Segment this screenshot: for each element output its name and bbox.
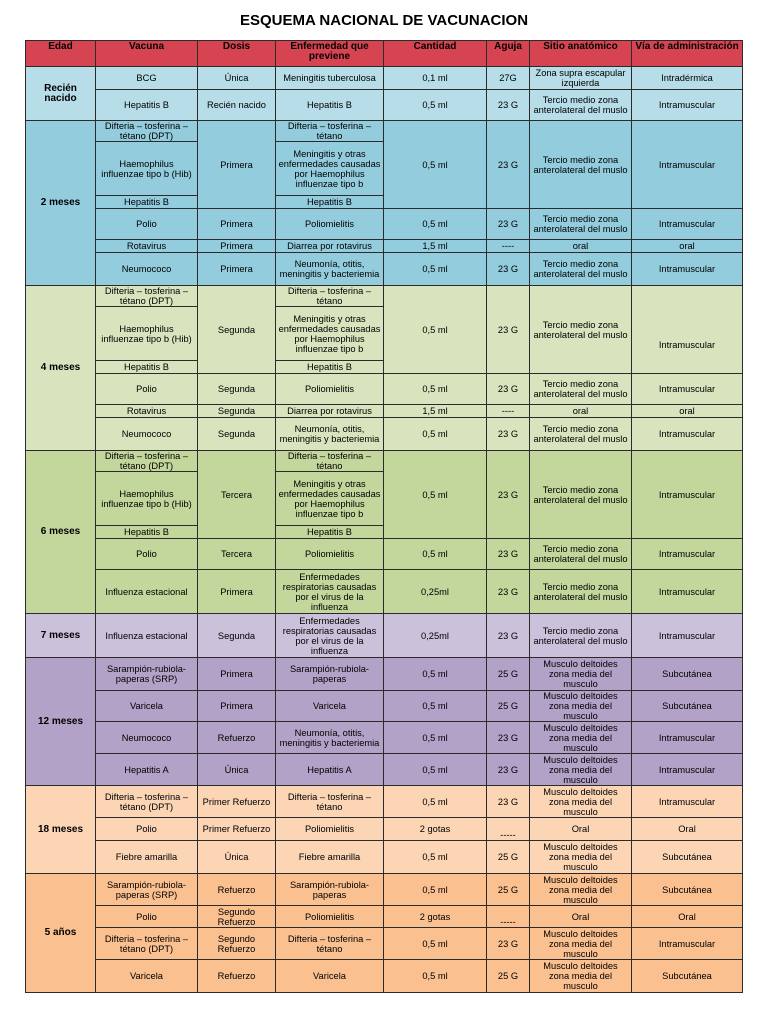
- vaccine-cell: Neumococo: [96, 722, 198, 754]
- site-cell: Musculo deltoides zona media del musculo: [530, 691, 632, 722]
- route-cell: Intramuscular: [632, 209, 743, 240]
- disease-cell: Difteria – tosferina – tétano: [276, 451, 384, 472]
- dose-cell: Tercera: [198, 539, 276, 570]
- age-cell: 5 años: [26, 874, 96, 993]
- disease-cell: Hepatitis B: [276, 526, 384, 539]
- site-cell: Musculo deltoides zona media del musculo: [530, 874, 632, 906]
- disease-cell: Diarrea por rotavirus: [276, 240, 384, 253]
- vaccine-cell: Neumococo: [96, 418, 198, 451]
- disease-cell: Difteria – tosferina – tétano: [276, 928, 384, 960]
- route-cell: Intramuscular: [632, 121, 743, 209]
- site-cell: Tercio medio zona anterolateral del muslo: [530, 539, 632, 570]
- dose-cell: Segundo Refuerzo: [198, 928, 276, 960]
- quantity-cell: 0,5 ml: [384, 754, 487, 786]
- site-cell: Tercio medio zona anterolateral del muslo: [530, 570, 632, 614]
- vaccine-cell: Varicela: [96, 960, 198, 993]
- dose-cell: Segundo Refuerzo: [198, 906, 276, 928]
- needle-cell: -----: [487, 906, 530, 928]
- table-row: [26, 874, 743, 906]
- age-cell: 18 meses: [26, 786, 96, 874]
- header-via: Vía de administración: [632, 41, 743, 67]
- table-row: [26, 67, 743, 90]
- quantity-cell: 0,5 ml: [384, 841, 487, 874]
- quantity-cell: 0,5 ml: [384, 253, 487, 286]
- route-cell: Intramuscular: [632, 90, 743, 121]
- needle-cell: 23 G: [487, 722, 530, 754]
- route-cell: oral: [632, 405, 743, 418]
- header-cantidad: Cantidad: [384, 41, 487, 67]
- route-cell: Intramuscular: [632, 418, 743, 451]
- site-cell: Oral: [530, 818, 632, 841]
- needle-cell: 25 G: [487, 691, 530, 722]
- table-row: [26, 818, 743, 841]
- route-cell: Subcutánea: [632, 658, 743, 691]
- page-title: ESQUEMA NACIONAL DE VACUNACION: [239, 12, 529, 29]
- disease-cell: Enfermedades respiratorias causadas por el virus de la influenza: [276, 614, 384, 658]
- site-cell: Oral: [530, 906, 632, 928]
- quantity-cell: 0,5 ml: [384, 418, 487, 451]
- dose-cell: Primera: [198, 691, 276, 722]
- dose-cell: Primera: [198, 253, 276, 286]
- needle-cell: 23 G: [487, 754, 530, 786]
- vaccine-cell: Difteria – tosferina – tétano (DPT): [96, 928, 198, 960]
- header-edad: Edad: [26, 41, 96, 67]
- vaccine-cell: Haemophilus influenzae tipo b (Hib): [96, 142, 198, 196]
- disease-cell: Meningitis tuberculosa: [276, 67, 384, 90]
- disease-cell: Difteria – tosferina – tétano: [276, 786, 384, 818]
- needle-cell: 25 G: [487, 658, 530, 691]
- dose-cell: Refuerzo: [198, 722, 276, 754]
- dose-cell: Segunda: [198, 614, 276, 658]
- table-row: [26, 722, 743, 754]
- vaccine-cell: Polio: [96, 906, 198, 928]
- table-row: [26, 253, 743, 286]
- route-cell: Intramuscular: [632, 754, 743, 786]
- table-row: [26, 960, 743, 993]
- site-cell: oral: [530, 405, 632, 418]
- vaccine-cell: Varicela: [96, 691, 198, 722]
- dose-cell: Segunda: [198, 286, 276, 374]
- disease-cell: Meningitis y otras enfermedades causadas por Haemophilus influenzae tipo b: [276, 307, 384, 361]
- dose-cell: Primera: [198, 121, 276, 209]
- age-cell: 4 meses: [26, 286, 96, 451]
- quantity-cell: 2 gotas: [384, 906, 487, 928]
- quantity-cell: 0,5 ml: [384, 90, 487, 121]
- disease-cell: Neumonía, otitis, meningitis y bacteriemia: [276, 253, 384, 286]
- vaccine-cell: Hepatitis B: [96, 196, 198, 209]
- disease-cell: Difteria – tosferina – tétano: [276, 286, 384, 307]
- quantity-cell: 0,5 ml: [384, 374, 487, 405]
- disease-cell: Varicela: [276, 960, 384, 993]
- vaccine-cell: Sarampión-rubiola-paperas (SRP): [96, 874, 198, 906]
- site-cell: Musculo deltoides zona media del musculo: [530, 658, 632, 691]
- needle-cell: 23 G: [487, 570, 530, 614]
- disease-cell: Poliomielitis: [276, 374, 384, 405]
- vaccine-cell: Difteria – tosferina – tétano (DPT): [96, 786, 198, 818]
- vaccine-cell: Rotavirus: [96, 240, 198, 253]
- table-row: [26, 928, 743, 960]
- disease-cell: Poliomielitis: [276, 539, 384, 570]
- quantity-cell: 1,5 ml: [384, 240, 487, 253]
- table-row: [26, 570, 743, 614]
- age-cell: 7 meses: [26, 614, 96, 658]
- site-cell: Tercio medio zona anterolateral del muslo: [530, 121, 632, 209]
- table-row: [26, 691, 743, 722]
- table-row: [26, 451, 743, 472]
- route-cell: Intramuscular: [632, 928, 743, 960]
- site-cell: Tercio medio zona anterolateral del muslo: [530, 209, 632, 240]
- dose-cell: Primer Refuerzo: [198, 818, 276, 841]
- table-row: [26, 286, 743, 307]
- dose-cell: Única: [198, 841, 276, 874]
- table-row: [26, 209, 743, 240]
- disease-cell: Meningitis y otras enfermedades causadas por Haemophilus influenzae tipo b: [276, 142, 384, 196]
- table-row: [26, 121, 743, 142]
- quantity-cell: 2 gotas: [384, 818, 487, 841]
- dose-cell: Primera: [198, 209, 276, 240]
- dose-cell: Primera: [198, 240, 276, 253]
- site-cell: oral: [530, 240, 632, 253]
- vaccine-cell: Sarampión-rubiola-paperas (SRP): [96, 658, 198, 691]
- dose-cell: Única: [198, 754, 276, 786]
- dose-cell: Segunda: [198, 374, 276, 405]
- needle-cell: -----: [487, 818, 530, 841]
- quantity-cell: 1,5 ml: [384, 405, 487, 418]
- route-cell: Intramuscular: [632, 286, 743, 374]
- route-cell: Intramuscular: [632, 539, 743, 570]
- table-row: [26, 539, 743, 570]
- site-cell: Musculo deltoides zona media del musculo: [530, 722, 632, 754]
- disease-cell: Sarampión-rubiola-paperas: [276, 874, 384, 906]
- vaccine-cell: Hepatitis A: [96, 754, 198, 786]
- table-row: [26, 405, 743, 418]
- header-sitio: Sitio anatómico: [530, 41, 632, 67]
- disease-cell: Poliomielitis: [276, 818, 384, 841]
- needle-cell: 25 G: [487, 874, 530, 906]
- vaccine-cell: Hepatitis B: [96, 526, 198, 539]
- vaccine-cell: BCG: [96, 67, 198, 90]
- table-row: [26, 418, 743, 451]
- quantity-cell: 0,5 ml: [384, 786, 487, 818]
- dose-cell: Primera: [198, 658, 276, 691]
- quantity-cell: 0,5 ml: [384, 722, 487, 754]
- quantity-cell: 0,5 ml: [384, 874, 487, 906]
- site-cell: Tercio medio zona anterolateral del muslo: [530, 90, 632, 121]
- route-cell: Subcutánea: [632, 874, 743, 906]
- route-cell: Intramuscular: [632, 374, 743, 405]
- quantity-cell: 0,5 ml: [384, 121, 487, 209]
- site-cell: Tercio medio zona anterolateral del muslo: [530, 418, 632, 451]
- vaccine-cell: Neumococo: [96, 253, 198, 286]
- quantity-cell: 0,5 ml: [384, 928, 487, 960]
- needle-cell: 27G: [487, 67, 530, 90]
- disease-cell: Hepatitis B: [276, 196, 384, 209]
- site-cell: Musculo deltoides zona media del musculo: [530, 928, 632, 960]
- table-row: [26, 240, 743, 253]
- needle-cell: 23 G: [487, 539, 530, 570]
- vaccine-cell: Difteria – tosferina – tétano (DPT): [96, 451, 198, 472]
- needle-cell: 23 G: [487, 451, 530, 539]
- needle-cell: 25 G: [487, 841, 530, 874]
- quantity-cell: 0,5 ml: [384, 286, 487, 374]
- quantity-cell: 0,5 ml: [384, 209, 487, 240]
- disease-cell: Varicela: [276, 691, 384, 722]
- route-cell: Subcutánea: [632, 960, 743, 993]
- disease-cell: Difteria – tosferina – tétano: [276, 121, 384, 142]
- route-cell: Intramuscular: [632, 451, 743, 539]
- vaccine-cell: Haemophilus influenzae tipo b (Hib): [96, 307, 198, 361]
- vaccine-cell: Influenza estacional: [96, 570, 198, 614]
- table-row: [26, 754, 743, 786]
- quantity-cell: 0,5 ml: [384, 691, 487, 722]
- dose-cell: Recién nacido: [198, 90, 276, 121]
- needle-cell: 23 G: [487, 928, 530, 960]
- vaccine-cell: Difteria – tosferina – tétano (DPT): [96, 121, 198, 142]
- table-row: [26, 374, 743, 405]
- header-row: [26, 41, 743, 67]
- dose-cell: Segunda: [198, 405, 276, 418]
- disease-cell: Poliomielitis: [276, 209, 384, 240]
- quantity-cell: 0,25ml: [384, 614, 487, 658]
- disease-cell: Neumonía, otitis, meningitis y bacteriemia: [276, 418, 384, 451]
- age-cell: 2 meses: [26, 121, 96, 286]
- needle-cell: ----: [487, 240, 530, 253]
- route-cell: Oral: [632, 906, 743, 928]
- route-cell: Subcutánea: [632, 691, 743, 722]
- site-cell: Tercio medio zona anterolateral del muslo: [530, 253, 632, 286]
- needle-cell: 23 G: [487, 786, 530, 818]
- header-dosis: Dosis: [198, 41, 276, 67]
- disease-cell: Hepatitis B: [276, 90, 384, 121]
- needle-cell: ----: [487, 405, 530, 418]
- site-cell: Musculo deltoides zona media del musculo: [530, 786, 632, 818]
- disease-cell: Diarrea por rotavirus: [276, 405, 384, 418]
- table-row: [26, 906, 743, 928]
- dose-cell: Tercera: [198, 451, 276, 539]
- dose-cell: Primer Refuerzo: [198, 786, 276, 818]
- age-cell: 6 meses: [26, 451, 96, 614]
- quantity-cell: 0,5 ml: [384, 539, 487, 570]
- route-cell: Intramuscular: [632, 570, 743, 614]
- header-vacuna: Vacuna: [96, 41, 198, 67]
- vaccine-cell: Polio: [96, 374, 198, 405]
- header-aguja: Aguja: [487, 41, 530, 67]
- route-cell: Intradérmica: [632, 67, 743, 90]
- site-cell: Tercio medio zona anterolateral del muslo: [530, 286, 632, 374]
- route-cell: Intramuscular: [632, 722, 743, 754]
- table-row: [26, 90, 743, 121]
- table-row: [26, 658, 743, 691]
- site-cell: Tercio medio zona anterolateral del muslo: [530, 374, 632, 405]
- needle-cell: 23 G: [487, 614, 530, 658]
- needle-cell: 23 G: [487, 253, 530, 286]
- table-row: [26, 786, 743, 818]
- disease-cell: Neumonía, otitis, meningitis y bacteriemia: [276, 722, 384, 754]
- route-cell: Subcutánea: [632, 841, 743, 874]
- table-row: [26, 614, 743, 658]
- vaccine-cell: Haemophilus influenzae tipo b (Hib): [96, 472, 198, 526]
- site-cell: Musculo deltoides zona media del musculo: [530, 754, 632, 786]
- needle-cell: 23 G: [487, 209, 530, 240]
- dose-cell: Primera: [198, 570, 276, 614]
- age-cell: 12 meses: [26, 658, 96, 786]
- needle-cell: 23 G: [487, 90, 530, 121]
- vaccine-cell: Hepatitis B: [96, 361, 198, 374]
- quantity-cell: 0,5 ml: [384, 960, 487, 993]
- site-cell: Tercio medio zona anterolateral del muslo: [530, 614, 632, 658]
- needle-cell: 23 G: [487, 121, 530, 209]
- header-enfermedad: Enfermedad que previene: [276, 41, 384, 67]
- vaccine-cell: Polio: [96, 209, 198, 240]
- route-cell: Intramuscular: [632, 786, 743, 818]
- dose-cell: Segunda: [198, 418, 276, 451]
- site-cell: Musculo deltoides zona media del musculo: [530, 841, 632, 874]
- needle-cell: 23 G: [487, 418, 530, 451]
- dose-cell: Refuerzo: [198, 960, 276, 993]
- vaccine-cell: Hepatitis B: [96, 90, 198, 121]
- disease-cell: Enfermedades respiratorias causadas por el virus de la influenza: [276, 570, 384, 614]
- age-cell: Recién nacido: [26, 67, 96, 121]
- needle-cell: 23 G: [487, 286, 530, 374]
- quantity-cell: 0,5 ml: [384, 658, 487, 691]
- disease-cell: Fiebre amarilla: [276, 841, 384, 874]
- disease-cell: Sarampión-rubiola-paperas: [276, 658, 384, 691]
- site-cell: Zona supra escapular izquierda: [530, 67, 632, 90]
- route-cell: oral: [632, 240, 743, 253]
- quantity-cell: 0,25ml: [384, 570, 487, 614]
- quantity-cell: 0,5 ml: [384, 451, 487, 539]
- disease-cell: Meningitis y otras enfermedades causadas por Haemophilus influenzae tipo b: [276, 472, 384, 526]
- quantity-cell: 0,1 ml: [384, 67, 487, 90]
- disease-cell: Hepatitis A: [276, 754, 384, 786]
- dose-cell: Única: [198, 67, 276, 90]
- route-cell: Intramuscular: [632, 253, 743, 286]
- table-row: [26, 841, 743, 874]
- disease-cell: Poliomielitis: [276, 906, 384, 928]
- vaccine-cell: Rotavirus: [96, 405, 198, 418]
- vaccine-cell: Polio: [96, 539, 198, 570]
- disease-cell: Hepatitis B: [276, 361, 384, 374]
- route-cell: Intramuscular: [632, 614, 743, 658]
- vaccine-cell: Influenza estacional: [96, 614, 198, 658]
- vaccination-schedule-table: [25, 40, 743, 993]
- site-cell: Musculo deltoides zona media del musculo: [530, 960, 632, 993]
- needle-cell: 25 G: [487, 960, 530, 993]
- site-cell: Tercio medio zona anterolateral del muslo: [530, 451, 632, 539]
- vaccine-cell: Difteria – tosferina – tétano (DPT): [96, 286, 198, 307]
- dose-cell: Refuerzo: [198, 874, 276, 906]
- vaccine-cell: Fiebre amarilla: [96, 841, 198, 874]
- vaccine-cell: Polio: [96, 818, 198, 841]
- needle-cell: 23 G: [487, 374, 530, 405]
- route-cell: Oral: [632, 818, 743, 841]
